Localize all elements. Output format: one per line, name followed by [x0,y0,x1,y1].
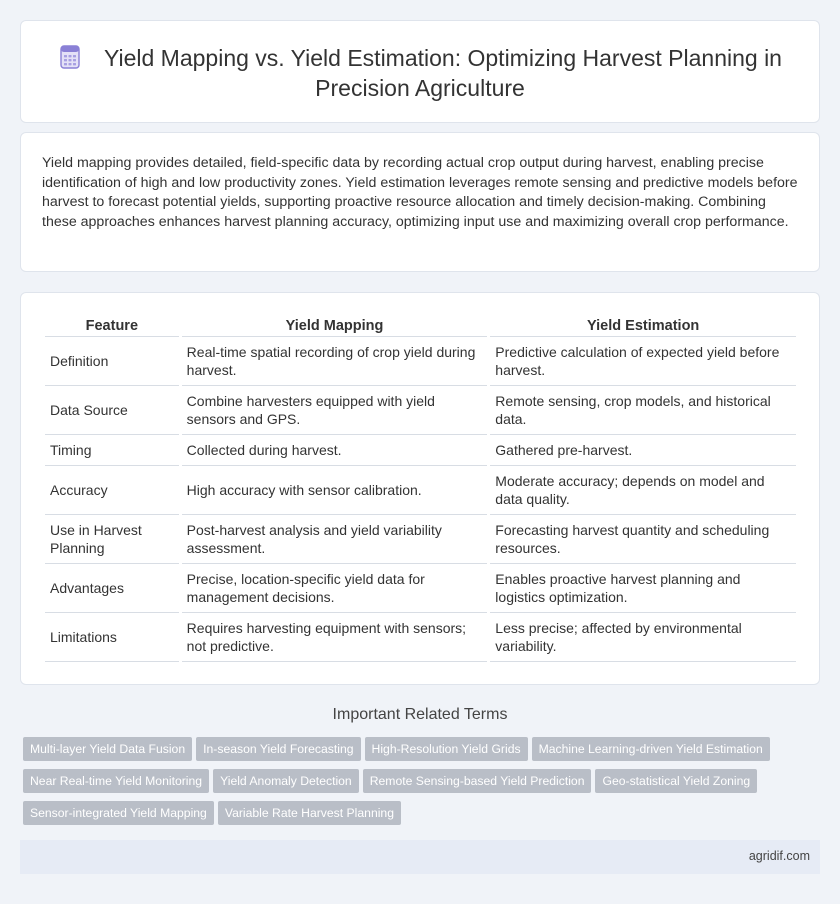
row-yield-estimation: Remote sensing, crop models, and historical data. [490,386,796,435]
row-feature: Limitations [45,613,179,662]
row-yield-estimation: Predictive calculation of expected yield before harvest. [490,337,796,386]
table-row [45,515,796,564]
table-row [45,613,796,662]
column-header-feature: Feature [45,315,179,337]
row-yield-mapping: Requires harvesting equipment with sensors; not predictive. [182,613,488,662]
related-term-tag[interactable]: Remote Sensing-based Yield Prediction [363,769,592,793]
row-yield-mapping: Collected during harvest. [182,435,488,466]
tag-row [23,801,823,833]
row-yield-estimation: Enables proactive harvest planning and logistics optimization. [490,564,796,613]
comparison-table [42,315,799,662]
intro-card [20,132,820,272]
table-row [45,386,796,435]
related-term-tag[interactable]: Yield Anomaly Detection [213,769,359,793]
tag-row [23,737,823,769]
row-feature: Advantages [45,564,179,613]
row-yield-estimation: Forecasting harvest quantity and scheduling resources. [490,515,796,564]
related-terms-list [23,737,823,833]
title-card [20,20,820,123]
page-title: Yield Mapping vs. Yield Estimation: Optimizing Harvest Planning in Precision Agriculture [104,45,782,101]
table-row [45,337,796,386]
row-feature: Accuracy [45,466,179,515]
table-row [45,564,796,613]
column-header-yield-mapping: Yield Mapping [182,315,488,337]
row-yield-mapping: Combine harvesters equipped with yield sensors and GPS. [182,386,488,435]
comparison-card [20,292,820,685]
related-term-tag[interactable]: Machine Learning-driven Yield Estimation [532,737,770,761]
calculator-icon [58,45,82,69]
table-header-row [45,315,796,337]
row-yield-mapping: Post-harvest analysis and yield variability assessment. [182,515,488,564]
footer [20,840,820,874]
row-feature: Timing [45,435,179,466]
row-yield-mapping: Precise, location-specific yield data for management decisions. [182,564,488,613]
table-row [45,466,796,515]
footer-site-link[interactable]: agridif.com [748,849,810,863]
row-feature: Use in Harvest Planning [45,515,179,564]
related-term-tag[interactable]: In-season Yield Forecasting [196,737,360,761]
related-term-tag[interactable]: High-Resolution Yield Grids [365,737,528,761]
related-terms-heading: Important Related Terms [332,706,508,723]
tag-row [23,769,823,801]
page-title-wrap [21,43,819,103]
column-header-yield-estimation: Yield Estimation [490,315,796,337]
row-feature: Definition [45,337,179,386]
row-yield-estimation: Gathered pre-harvest. [490,435,796,466]
related-term-tag[interactable]: Variable Rate Harvest Planning [218,801,401,825]
related-term-tag[interactable]: Geo-statistical Yield Zoning [595,769,757,793]
row-yield-mapping: Real-time spatial recording of crop yield during harvest. [182,337,488,386]
row-yield-mapping: High accuracy with sensor calibration. [182,466,488,515]
intro-paragraph: Yield mapping provides detailed, field-specific data by recording actual crop output during harvest, enabling precise identification of high and low productivity zones. Yield estimation leverages remote sensing and predictive models before harvest to forecast potential yields, supporting proactive resource allocation and timely decision-making. Combining these approaches enhances harvest planning accuracy, optimizing input use and maximizing overall crop performance. [42,155,798,230]
row-feature: Data Source [45,386,179,435]
related-term-tag[interactable]: Multi-layer Yield Data Fusion [23,737,192,761]
row-yield-estimation: Less precise; affected by environmental variability. [490,613,796,662]
table-row [45,435,796,466]
related-term-tag[interactable]: Near Real-time Yield Monitoring [23,769,209,793]
related-term-tag[interactable]: Sensor-integrated Yield Mapping [23,801,214,825]
row-yield-estimation: Moderate accuracy; depends on model and data quality. [490,466,796,515]
